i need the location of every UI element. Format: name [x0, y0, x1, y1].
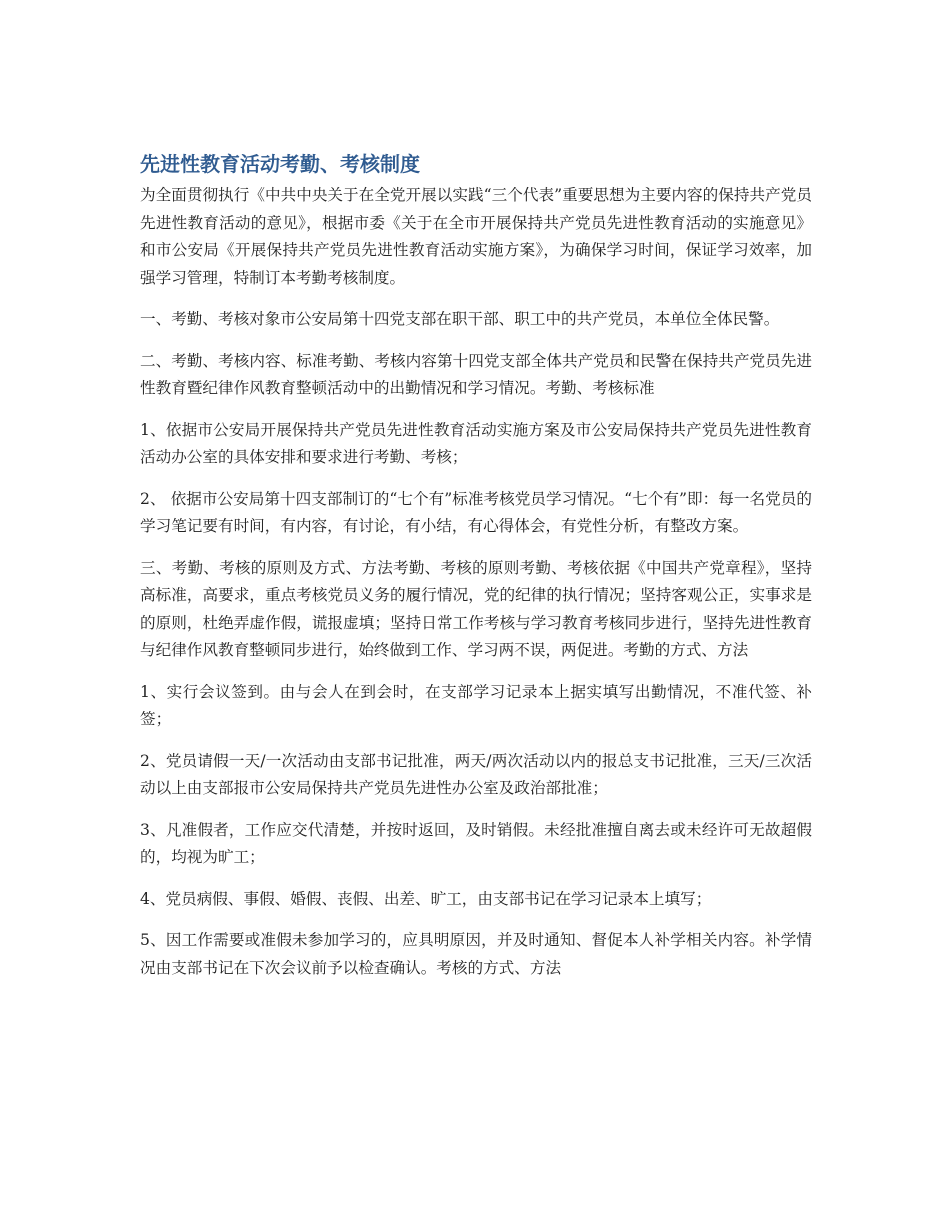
- paragraph-section-2: 二、考勤、考核内容、标准考勤、考核内容第十四党支部全体共产党员和民警在保持共产党员先进性教育暨纪律作风教育整顿活动中的出勤情况和学习情况。考勤、考核标准: [140, 351, 812, 397]
- paragraph-attendance-1: 1、实行会议签到。由与会人在到会时，在支部学习记录本上据实填写出勤情况，不准代签、补签；: [140, 682, 812, 728]
- paragraph-attendance-4: 4、党员病假、事假、婚假、丧假、出差、旷工，由支部书记在学习记录本上填写；: [140, 889, 712, 908]
- paragraph-attendance-3: 3、凡准假者，工作应交代清楚，并按时返回，及时销假。未经批准擅自离去或未经许可无故超假的，均视为旷工；: [140, 820, 812, 866]
- paragraph-item-2: 2、 依据市公安局第十四支部制订的“七个有”标准考核党员学习情况。“七个有”即：每一名党员的学习笔记要有时间，有内容，有讨论，有小结，有心得体会，有党性分析，有整改方案。: [140, 489, 812, 535]
- document-title: 先进性教育活动考勤、考核制度: [140, 152, 420, 176]
- paragraph-item-1: 1、依据市公安局开展保持共产党员先进性教育活动实施方案及市公安局保持共产党员先进性教育活动办公室的具体安排和要求进行考勤、考核；: [140, 420, 812, 466]
- paragraph-attendance-5: 5、因工作需要或准假未参加学习的，应具明原因，并及时通知、督促本人补学相关内容。补学情况由支部书记在下次会议前予以检查确认。考核的方式、方法: [140, 931, 812, 977]
- paragraph-section-1: 一、考勤、考核对象市公安局第十四党支部在职干部、职工中的共产党员，本单位全体民警。: [140, 310, 780, 328]
- paragraph-section-3: 三、考勤、考核的原则及方式、方法考勤、考核的原则考勤、考核依据《中国共产党章程》，坚持高标准，高要求，重点考核党员义务的履行情况，党的纪律的执行情况；坚持客观公正，实事求是的原则，杜绝弄虚作假，谎报虚填；坚持日常工作考核与学习教育考核同步进行，坚持先进性教育与纪律作风教育整顿同步进行，始终做到工作、学习两不误，两促进。考勤的方式、方法: [140, 558, 812, 659]
- document-page: [140, 148, 812, 996]
- paragraph-attendance-2: 2、党员请假一天/一次活动由支部书记批准，两天/两次活动以内的报总支书记批准，三天/三次活动以上由支部报市公安局保持共产党员先进性办公室及政治部批准；: [140, 751, 812, 797]
- paragraph-intro: 为全面贯彻执行《中共中央关于在全党开展以实践“三个代表”重要思想为主要内容的保持共产党员先进性教育活动的意见》，根据市委《关于在全市开展保持共产党员先进性教育活动的实施意见》和市公安局《开展保持共产党员先进性教育活动实施方案》，为确保学习时间，保证学习效率，加强学习管理，特制订本考勤考核制度。: [140, 186, 812, 287]
